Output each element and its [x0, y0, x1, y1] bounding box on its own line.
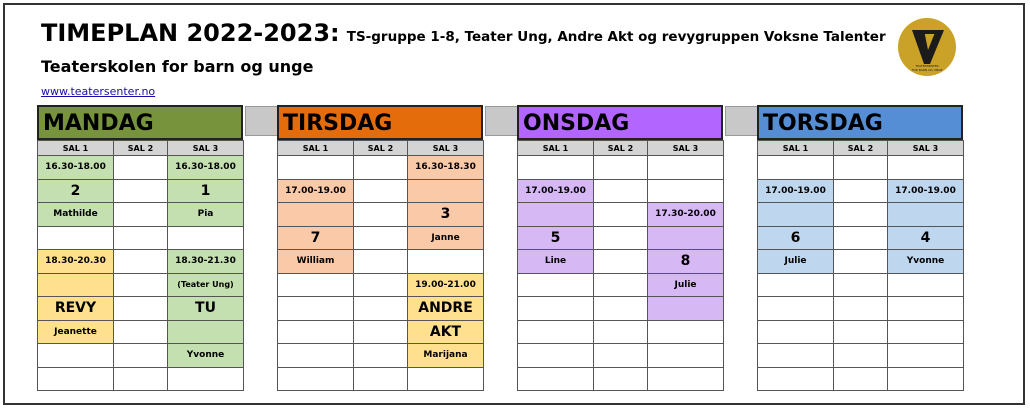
schedule-cell: [758, 156, 834, 180]
logo-text-1: TEATERSENTER: [915, 64, 939, 68]
schedule-cell: [168, 367, 244, 391]
schedule-cell: [278, 156, 354, 180]
schedule-cell: [888, 273, 964, 297]
table-row: [758, 320, 964, 344]
schedule-cell: [278, 203, 354, 227]
schedule-cell: [38, 273, 114, 297]
room-header: SAL 2: [834, 141, 888, 156]
schedule-cell: 16.30-18.30: [408, 156, 484, 180]
schedule-cell: 1: [168, 179, 244, 203]
title-groups: TS-gruppe 1-8, Teater Ung, Andre Akt og revygruppen Voksne Talenter: [346, 29, 886, 45]
schedule-cell: [354, 226, 408, 250]
schedule-cell: [518, 156, 594, 180]
table-row: [38, 250, 244, 274]
schedule-cell: 16.30-18.00: [38, 156, 114, 180]
table-row: [38, 297, 244, 321]
schedule-cell: 5: [518, 226, 594, 250]
schedule-cell: [278, 320, 354, 344]
room-header: SAL 3: [648, 141, 724, 156]
room-header: SAL 2: [114, 141, 168, 156]
room-header: SAL 1: [518, 141, 594, 156]
schedule-cell: Julie: [648, 273, 724, 297]
schedule-cell: [114, 156, 168, 180]
schedule-cell: [758, 203, 834, 227]
schedule-cell: Pia: [168, 203, 244, 227]
schedule-cell: [834, 179, 888, 203]
page-title: [41, 19, 886, 47]
table-row: [758, 273, 964, 297]
table-row: [518, 250, 724, 274]
schedule-cell: [594, 273, 648, 297]
schedule-cell: [518, 203, 594, 227]
table-row: [758, 203, 964, 227]
schedule-cell: Julie: [758, 250, 834, 274]
schedule-cell: [834, 297, 888, 321]
schedule-cell: [594, 179, 648, 203]
schedule-cell: [518, 344, 594, 368]
schedule-cell: 19.00-21.00: [408, 273, 484, 297]
schedule-cell: 6: [758, 226, 834, 250]
schedule-cell: [38, 226, 114, 250]
schedule-cell: Line: [518, 250, 594, 274]
schedule-cell: [114, 320, 168, 344]
schedule-cell: [408, 179, 484, 203]
table-row: [278, 203, 484, 227]
schedule-cell: 17.00-19.00: [518, 179, 594, 203]
title-main: TIMEPLAN 2022-2023:: [41, 19, 340, 47]
schedule-cell: [408, 367, 484, 391]
table-row: [278, 320, 484, 344]
schedule-cell: [888, 203, 964, 227]
schedule-cell: [888, 156, 964, 180]
table-row: [758, 250, 964, 274]
schedule-cell: [278, 367, 354, 391]
schedule-cell: [648, 297, 724, 321]
schedule-cell: [168, 320, 244, 344]
schedule-cell: [354, 203, 408, 227]
table-row: [758, 367, 964, 391]
schedule-cell: [518, 273, 594, 297]
day-block-mandag: [37, 105, 243, 391]
schedule-cell: Yvonne: [888, 250, 964, 274]
table-row: [518, 297, 724, 321]
schedule-cell: (Teater Ung): [168, 273, 244, 297]
schedule-cell: [594, 344, 648, 368]
schedule-cell: 18.30-21.30: [168, 250, 244, 274]
schedule-cell: [648, 320, 724, 344]
schedule-cell: [114, 250, 168, 274]
schedule-cell: 4: [888, 226, 964, 250]
table-row: [38, 273, 244, 297]
room-header: SAL 2: [594, 141, 648, 156]
schedule-cell: [834, 156, 888, 180]
day-block-onsdag: [517, 105, 723, 391]
schedule-cell: [354, 273, 408, 297]
schedule-cell: 17.30-20.00: [648, 203, 724, 227]
schedule-cell: 17.00-19.00: [758, 179, 834, 203]
room-header: SAL 2: [354, 141, 408, 156]
schedule-cell: [114, 226, 168, 250]
table-row: [278, 250, 484, 274]
schedule-cell: [648, 367, 724, 391]
table-row: [278, 367, 484, 391]
schedule-table-torsdag: [757, 140, 964, 391]
schedule-cell: [518, 320, 594, 344]
schedule-cell: [168, 226, 244, 250]
schedule-cell: 16.30-18.00: [168, 156, 244, 180]
table-row: [38, 344, 244, 368]
schedule-cell: [594, 226, 648, 250]
schedule-cell: [354, 297, 408, 321]
schedule-cell: [114, 297, 168, 321]
table-row: [38, 179, 244, 203]
table-row: [518, 203, 724, 227]
website-link[interactable]: www.teatersenter.no: [41, 85, 156, 98]
schedule-cell: Jeanette: [38, 320, 114, 344]
schedule-cell: [834, 226, 888, 250]
schedule-cell: [834, 367, 888, 391]
table-row: [518, 179, 724, 203]
separator-gap: [485, 106, 519, 136]
schedule-page: [3, 3, 1025, 405]
table-row: [758, 344, 964, 368]
table-row: [278, 226, 484, 250]
schedule-cell: [38, 344, 114, 368]
schedule-cell: [354, 179, 408, 203]
schedule-cell: [888, 344, 964, 368]
schedule-cell: [518, 367, 594, 391]
schedule-cell: [594, 250, 648, 274]
schedule-cell: [354, 344, 408, 368]
schedule-cell: AKT: [408, 320, 484, 344]
schedule-cell: [278, 297, 354, 321]
school-name: Teaterskolen for barn og unge: [41, 57, 314, 76]
schedule-cell: 17.00-19.00: [278, 179, 354, 203]
schedule-cell: William: [278, 250, 354, 274]
schedule-cell: [354, 367, 408, 391]
logo-text-2: FOR BARN OG UNGE: [911, 68, 943, 72]
schedule-cell: [354, 250, 408, 274]
schedule-cell: Marijana: [408, 344, 484, 368]
table-row: [38, 367, 244, 391]
schedule-cell: [888, 320, 964, 344]
table-row: [278, 273, 484, 297]
schedule-cell: [408, 250, 484, 274]
schedule-cell: [114, 367, 168, 391]
schedule-cell: [114, 203, 168, 227]
table-row: [758, 179, 964, 203]
table-row: [518, 344, 724, 368]
table-row: [758, 297, 964, 321]
schedule-cell: [648, 179, 724, 203]
table-row: [278, 344, 484, 368]
schedule-cell: [278, 273, 354, 297]
schedule-cell: [758, 273, 834, 297]
table-row: [518, 226, 724, 250]
schedule-cell: [114, 273, 168, 297]
day-header-onsdag: ONSDAG: [517, 105, 723, 140]
table-row: [518, 320, 724, 344]
schedule-cell: [888, 297, 964, 321]
table-row: [518, 367, 724, 391]
separator-gap: [245, 106, 279, 136]
schedule-cell: [834, 320, 888, 344]
day-header-mandag: MANDAG: [37, 105, 243, 140]
room-header: SAL 3: [408, 141, 484, 156]
day-header-torsdag: TORSDAG: [757, 105, 963, 140]
schedule-cell: [518, 297, 594, 321]
schedule-cell: [354, 320, 408, 344]
teatersenter-logo-icon: [898, 18, 956, 76]
schedule-cell: [834, 203, 888, 227]
schedule-cell: Yvonne: [168, 344, 244, 368]
separator-gap: [725, 106, 759, 136]
room-header: SAL 1: [278, 141, 354, 156]
schedule-cell: 17.00-19.00: [888, 179, 964, 203]
room-header: SAL 3: [888, 141, 964, 156]
day-block-torsdag: [757, 105, 963, 391]
schedule-cell: [758, 344, 834, 368]
schedule-cell: REVY: [38, 297, 114, 321]
schedule-cell: 3: [408, 203, 484, 227]
day-block-tirsdag: [277, 105, 483, 391]
schedule-cell: [834, 273, 888, 297]
table-row: [38, 203, 244, 227]
schedule-cell: Mathilde: [38, 203, 114, 227]
table-row: [38, 226, 244, 250]
schedule-cell: [594, 156, 648, 180]
room-header: SAL 3: [168, 141, 244, 156]
schedule-table-onsdag: [517, 140, 724, 391]
schedule-cell: 2: [38, 179, 114, 203]
table-row: [518, 273, 724, 297]
table-row: [758, 226, 964, 250]
schedule-cell: [114, 179, 168, 203]
table-row: [38, 156, 244, 180]
table-row: [278, 156, 484, 180]
table-row: [758, 156, 964, 180]
schedule-cell: TU: [168, 297, 244, 321]
schedule-table-mandag: [37, 140, 244, 391]
schedule-cell: 18.30-20.30: [38, 250, 114, 274]
schedule-cell: Janne: [408, 226, 484, 250]
schedule-cell: [354, 156, 408, 180]
table-row: [518, 156, 724, 180]
schedule-cell: [834, 344, 888, 368]
schedule-cell: [38, 367, 114, 391]
schedule-cell: [278, 344, 354, 368]
table-row: [278, 179, 484, 203]
schedule-cell: [648, 344, 724, 368]
table-row: [38, 320, 244, 344]
schedule-cell: 8: [648, 250, 724, 274]
day-header-tirsdag: TIRSDAG: [277, 105, 483, 140]
schedule-table-tirsdag: [277, 140, 484, 391]
table-row: [278, 297, 484, 321]
schedule-cell: [888, 367, 964, 391]
schedule-cell: [594, 367, 648, 391]
schedule-cell: [594, 297, 648, 321]
schedule-cell: [758, 367, 834, 391]
schedule-cell: [648, 226, 724, 250]
schedule-cell: [594, 203, 648, 227]
schedule-cell: [114, 344, 168, 368]
schedule-cell: ANDRE: [408, 297, 484, 321]
room-header: SAL 1: [758, 141, 834, 156]
schedule-cell: [594, 320, 648, 344]
schedule-cell: 7: [278, 226, 354, 250]
schedule-cell: [758, 320, 834, 344]
schedule-cell: [834, 250, 888, 274]
room-header: SAL 1: [38, 141, 114, 156]
schedule-cell: [758, 297, 834, 321]
schedule-cell: [648, 156, 724, 180]
